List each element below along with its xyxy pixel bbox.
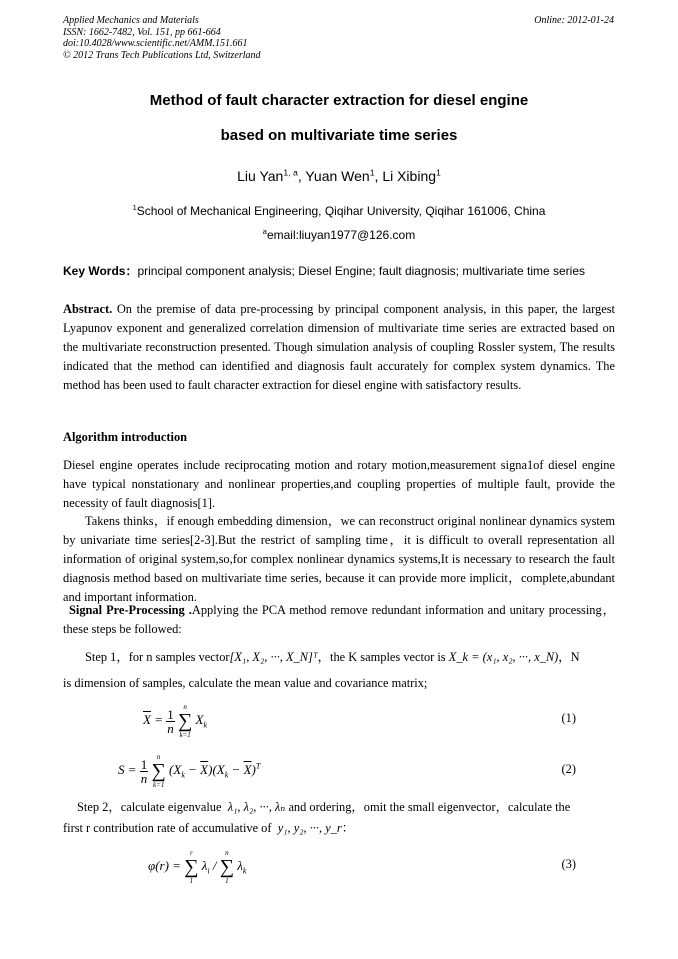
author-name: Liu Yan xyxy=(237,168,284,184)
step2-text-b: and ordering，omit the small eigenvector，calculate the xyxy=(288,800,571,814)
step2-cont-text-a: first r contribution rate of accumulative of xyxy=(63,821,272,835)
issn-line: ISSN: 1662-7482, Vol. 151, pp 661-664 xyxy=(63,26,221,38)
step2-text-a: Step 2，calculate eigenvalue xyxy=(77,800,222,814)
subsection-label: Signal Pre-Processing . xyxy=(69,603,192,617)
y-variables: y₁, y₂, ···, y_r xyxy=(277,821,342,835)
journal-name: Applied Mechanics and Materials xyxy=(63,15,199,26)
section-heading: Algorithm introduction xyxy=(63,430,188,444)
step2-cont-text-b: ： xyxy=(341,821,355,835)
author-sup: 1 xyxy=(369,167,375,178)
doi-line: doi:10.4028/www.scientific.net/AMM.151.661 xyxy=(63,38,248,49)
equation-1-number: (1) xyxy=(561,711,576,725)
abstract-label: Abstract. xyxy=(63,302,113,316)
affiliation xyxy=(0,204,678,218)
copyright-line: © 2012 Trans Tech Publications Ltd, Switzerland xyxy=(63,49,261,61)
eigenvalues: λ₁, λ₂, ···, λₙ xyxy=(227,800,286,814)
keywords-label: Key Words： xyxy=(63,264,138,278)
affiliation-text: School of Mechanical Engineering, Qiqihar University, Qiqihar 161006, China xyxy=(136,204,546,218)
paper-title-line1: Method of fault character extraction for diesel engine xyxy=(149,92,529,109)
equation-2: S = $\frac{1}{n}$ n ∑ k=1 $(X_k - \overline{X})(X_k - \overline{X})^T$ xyxy=(118,753,261,789)
keywords xyxy=(63,262,615,281)
author-name: Li Xibing xyxy=(382,168,437,184)
paragraph-3-text: Applying the PCA method remove redundant information and unitary processing，these steps be followed: xyxy=(63,603,615,636)
journal-header xyxy=(63,15,261,61)
paragraph-3 xyxy=(63,601,615,639)
step1-text-a: Step 1，for n samples vector xyxy=(85,650,230,664)
step2-continuation xyxy=(63,819,615,838)
step1-text-c: ，N xyxy=(558,650,580,664)
email-text: email:liuyan1977@126.com xyxy=(266,228,416,242)
sample-vector: [X₁, X₂, ···, X_N]ᵀ xyxy=(229,650,318,664)
author-list: Liu Yan$^{1, a}$, Yuan Wen$^1$, Li Xibing$^1$ xyxy=(237,167,441,184)
abstract xyxy=(63,300,615,395)
email-sup: a xyxy=(262,227,267,236)
paragraph-1: Diesel engine operates include reciprocating motion and rotary motion,measurement signa1of diesel engine have typical nonstationary and nonlinear properties,and coupling properties of multiple fault, provide the necessity of fault diagnosis[1]. xyxy=(63,458,615,510)
k-sample-vector: X_k = (x₁, x₂, ···, x_N) xyxy=(448,650,559,664)
step1-text-b: ，the K samples vector is xyxy=(317,650,446,664)
step2-line xyxy=(63,798,615,817)
step1-line xyxy=(63,648,615,667)
abstract-text: On the premise of data pre-processing by principal component analysis, in this paper, the largest Lyapunov exponent and generalized correlation dimension of multivariate time series are extracted based on the multivariate reconstruction presented. Though simulation analysis of coupling Rossler system, The results indicated that the method can identified and diagnosis fault accurately for complex system dynamics. The method has been used to fault character extraction for diesel engine with satisfactory results. xyxy=(63,302,615,392)
online-date: Online: 2012-01-24 xyxy=(534,15,614,26)
equation-2-number: (2) xyxy=(561,762,576,776)
email-line xyxy=(0,228,678,242)
equation-3-number: (3) xyxy=(561,857,576,871)
keywords-text: principal component analysis; Diesel Engine; fault diagnosis; multivariate time series xyxy=(137,264,586,278)
step1-continuation: is dimension of samples, calculate the mean value and covariance matrix; xyxy=(63,676,428,690)
equation-3: φ(r) = r ∑ 1 $\lambda_i$ / n ∑ 1 $\lambda_k$ xyxy=(148,849,247,885)
paper-title-line2: based on multivariate time series xyxy=(220,127,458,144)
author-name: Yuan Wen xyxy=(305,168,370,184)
equation-1: $\overline{X}$ = $\frac{1}{n}$ n ∑ k=1 $X_k$ xyxy=(143,703,208,739)
author-sup: 1 xyxy=(436,167,441,178)
author-sup: 1, a xyxy=(283,167,298,178)
paragraph-2: Takens thinks，if enough embedding dimension，we can reconstruct original nonlinear dynamics system by univariate time series[2-3].But the restrict of sampling time，it is difficult to overall representation all information of original system,so,for complex nonlinear dynamics systems,It is necessary to research the fault diagnosis method based on multivariate time series, because it can provide more implicit，complete,abundant and important information. xyxy=(63,514,615,604)
affiliation-sup: 1 xyxy=(132,203,137,212)
